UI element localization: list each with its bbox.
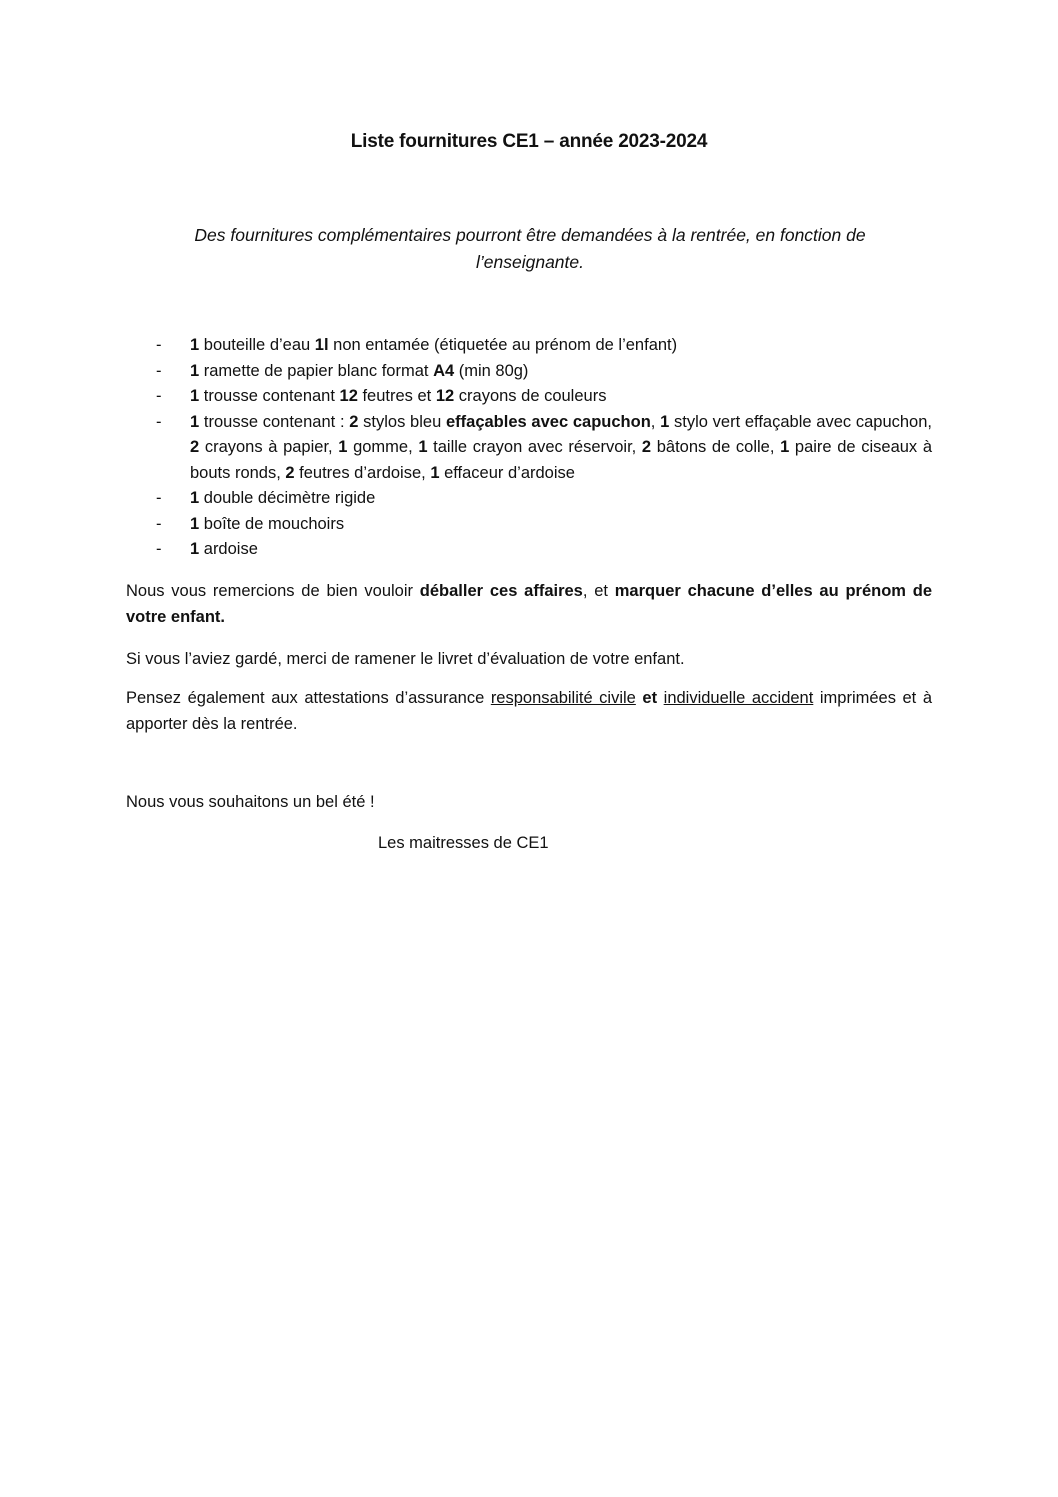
text-run: double décimètre rigide (203, 489, 376, 507)
text-run: 12 (339, 387, 363, 405)
text-run: paire de ciseaux à bouts ronds, (190, 438, 933, 482)
list-bullet: - (156, 514, 162, 533)
text-run: bouteille d’eau (203, 336, 315, 354)
list-item-text (190, 537, 932, 563)
list-item (0, 486, 1058, 512)
text-run: ramette de papier blanc format (203, 361, 434, 380)
text-run: bâtons de colle, (656, 438, 781, 456)
text-run: Pensez également aux attestations d’assurance (126, 689, 491, 707)
text-run: ardoise (203, 540, 258, 558)
text-run: 1 (660, 412, 674, 431)
text-run: trousse contenant : (203, 412, 350, 431)
intro-note: Des fournitures complémentaires pourront être demandées à la rentrée, en fonction de l’enseignante. (194, 225, 866, 272)
text-run: (min 80g) (454, 361, 529, 380)
text-run: 1 (190, 514, 204, 533)
text-run: individuelle accident (663, 689, 814, 707)
signature: Les maitresses de CE1 (378, 834, 549, 852)
list-item (0, 359, 1058, 385)
booklet-reminder: Si vous l’aviez gardé, merci de ramener le livret d’évaluation de votre enfant. (126, 650, 685, 668)
supply-list (0, 333, 1058, 563)
text-run: feutres d’ardoise, (299, 463, 431, 482)
text-run: 1 (190, 336, 204, 354)
text-run: 1 (780, 438, 795, 456)
list-item (0, 333, 1058, 359)
text-run: crayons de couleurs (458, 387, 607, 405)
text-run: gomme, (353, 438, 419, 456)
text-run: 1 (190, 540, 204, 558)
list-bullet: - (156, 336, 162, 354)
text-run: 1 (190, 387, 204, 405)
list-item-text (190, 359, 932, 385)
list-bullet: - (156, 361, 162, 380)
insurance-reminder (126, 686, 932, 737)
list-item (0, 384, 1058, 410)
text-run: 1l (314, 336, 334, 354)
text-run: responsabilité civile (490, 689, 636, 707)
unpack-instructions (126, 579, 932, 630)
text-run: feutres et (362, 387, 436, 405)
closing-wish: Nous vous souhaitons un bel été ! (126, 793, 375, 811)
text-run: , (650, 412, 661, 431)
list-bullet: - (156, 387, 162, 405)
text-run: trousse contenant (203, 387, 340, 405)
text-run: déballer ces affaires (419, 582, 583, 600)
list-item-text (190, 512, 932, 538)
list-bullet: - (156, 489, 162, 507)
text-run: 1 (190, 412, 204, 431)
text-run: A4 (433, 361, 455, 380)
text-run: crayons à papier, (204, 438, 339, 456)
list-item-text (190, 410, 932, 487)
list-bullet: - (156, 540, 162, 558)
text-run: 1 (190, 361, 204, 380)
text-run: 2 (349, 412, 364, 431)
document-title: Liste fournitures CE1 – année 2023-2024 (350, 131, 708, 152)
list-item (0, 410, 1058, 487)
text-run: et (642, 689, 658, 707)
text-run: stylos bleu (363, 412, 446, 431)
text-run: imprimées et à apporter dès la rentrée. (126, 689, 932, 733)
text-run: stylo vert effaçable avec capuchon, (674, 412, 932, 431)
text-run: marquer chacune d’elles au prénom de votre enfant. (126, 582, 932, 626)
list-item (0, 512, 1058, 538)
text-run: 1 (338, 438, 354, 456)
text-run: 1 (430, 463, 445, 482)
list-item-text (190, 333, 932, 359)
text-run: Nous vous remercions de bien vouloir (126, 582, 420, 600)
text-run: 2 (285, 463, 300, 482)
text-run: boîte de mouchoirs (203, 514, 345, 533)
text-run: 2 (190, 438, 205, 456)
text-run: effaceur d’ardoise (444, 463, 575, 482)
list-item (0, 537, 1058, 563)
list-item-text (190, 486, 932, 512)
text-run: 12 (435, 387, 459, 405)
text-run: effaçables avec capuchon (445, 412, 651, 431)
list-item-text (190, 384, 932, 410)
text-run: 1 (418, 438, 434, 456)
text-run: 1 (190, 489, 204, 507)
list-bullet: - (156, 412, 162, 431)
text-run: , et (582, 582, 615, 600)
text-run: taille crayon avec réservoir, (433, 438, 642, 456)
text-run: non entamée (étiquetée au prénom de l’enfant) (333, 336, 678, 354)
text-run: 2 (641, 438, 657, 456)
